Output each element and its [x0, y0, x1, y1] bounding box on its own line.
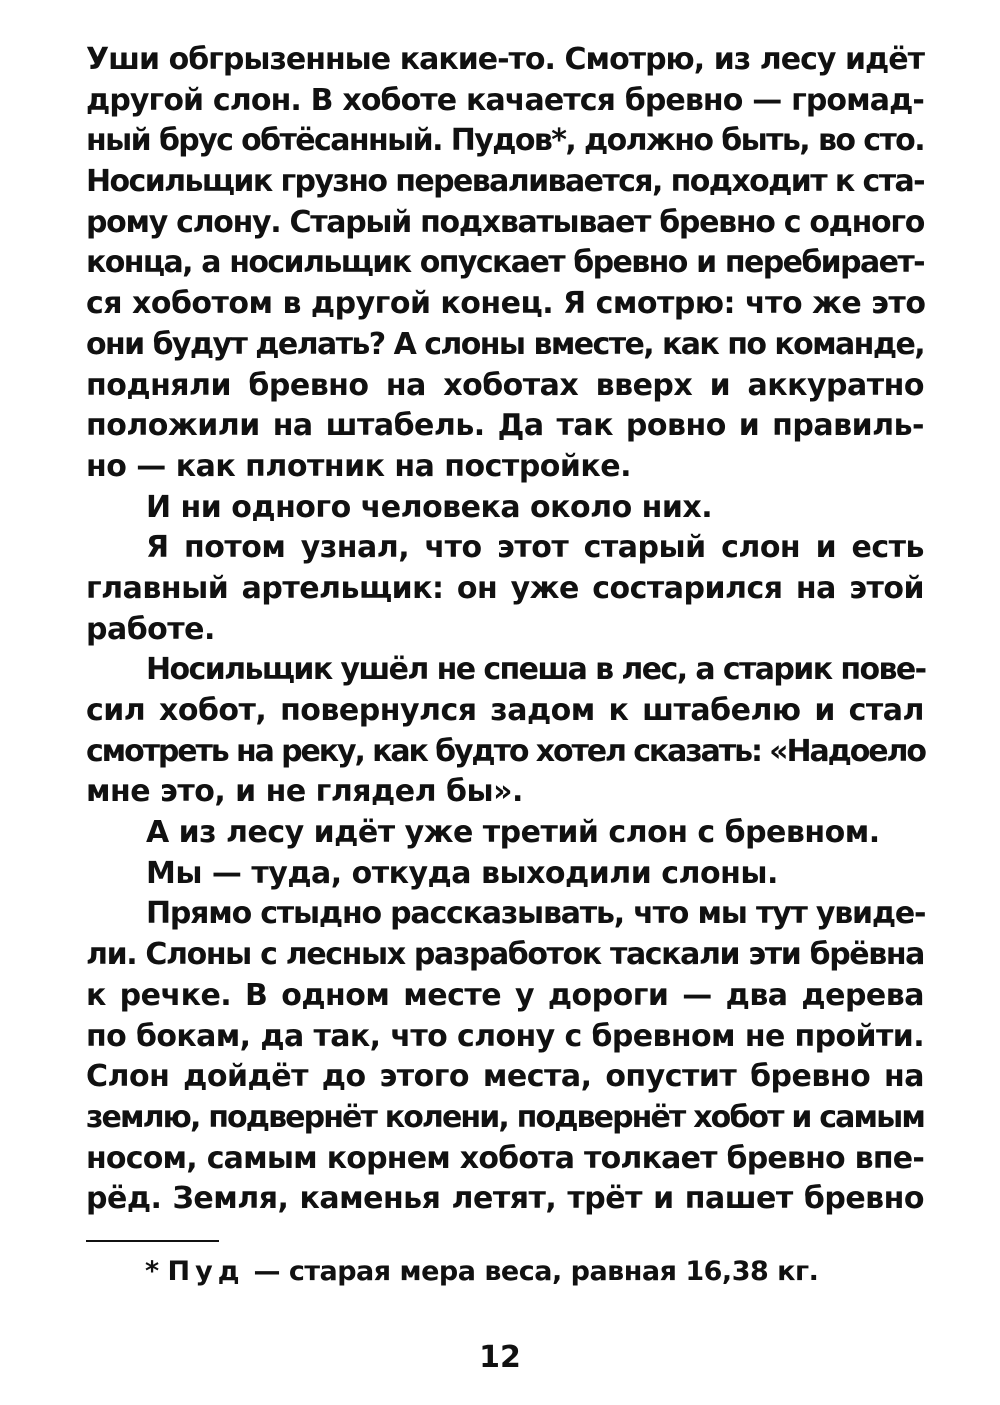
text-line: землю, подвернёт колени, подвернёт хобот и самым [86, 1099, 924, 1135]
text-line: ный брус обтёсанный. Пудов*, должно быть, во сто. [86, 123, 924, 159]
text-line: Слон дойдёт до этого места, опустит бревно на [86, 1059, 924, 1095]
text-line: ли. Слоны с лесных разработок таскали эти брёвна [86, 937, 924, 973]
text-line: А из лесу идёт уже третий слон с бревном. [146, 815, 880, 851]
text-line: конца, а носильщик опускает бревно и перебирает- [86, 245, 924, 281]
footnote-text: — старая мера веса, равная 16,38 кг. [253, 1256, 819, 1287]
text-line: носом, самым корнем хобота толкает бревно впе- [86, 1140, 924, 1176]
text-line: но — как плотник на постройке. [86, 448, 632, 484]
footnote-marker: * [145, 1256, 159, 1287]
text-line: Я потом узнал, что этот старый слон и есть [146, 530, 924, 566]
text-line: сил хобот, повернулся задом к штабелю и стал [86, 693, 924, 728]
page-body-text [86, 40, 924, 1220]
text-line: главный артельщик: он уже состарился на этой [86, 570, 924, 606]
text-line: Носильщик грузно переваливается, подходит к ста- [86, 164, 924, 200]
text-line: мне это, и не глядел бы». [86, 774, 523, 810]
text-line: другой слон. В хоботе качается бревно — громад- [86, 82, 924, 118]
footnote-term: Пуд [167, 1256, 245, 1287]
text-line: рёд. Земля, каменья летят, трёт и пашет бревно [86, 1181, 924, 1217]
text-line: Мы — туда, откуда выходили слоны. [146, 855, 778, 891]
text-line: к речке. В одном месте у дороги — два дерева [86, 977, 924, 1013]
text-line: Прямо стыдно рассказывать, что мы тут увиде- [146, 896, 926, 932]
text-line: работе. [86, 611, 215, 647]
text-line: по бокам, да так, что слону с бревном не пройти. [86, 1018, 924, 1054]
text-line: подняли бревно на хоботах вверх и аккуратно [86, 367, 924, 403]
footnote-divider [86, 1240, 219, 1242]
text-line: рому слону. Старый подхватывает бревно с одного [86, 204, 925, 240]
text-line: ся хоботом в другой конец. Я смотрю: что же это [86, 286, 926, 322]
text-line: они будут делать? А слоны вместе, как по команде, [86, 326, 924, 362]
text-line: Уши обгрызенные какие-то. Смотрю, из лесу идёт [86, 42, 924, 77]
page-number: 12 [479, 1340, 521, 1375]
text-line: смотреть на реку, как будто хотел сказать: «Надоело [86, 733, 925, 769]
footnote [145, 1255, 818, 1289]
text-line: Носильщик ушёл не спеша в лес, а старик пове- [146, 652, 926, 688]
text-line: положили на штабель. Да так ровно и правиль- [86, 408, 924, 444]
text-line: И ни одного человека около них. [146, 489, 713, 525]
